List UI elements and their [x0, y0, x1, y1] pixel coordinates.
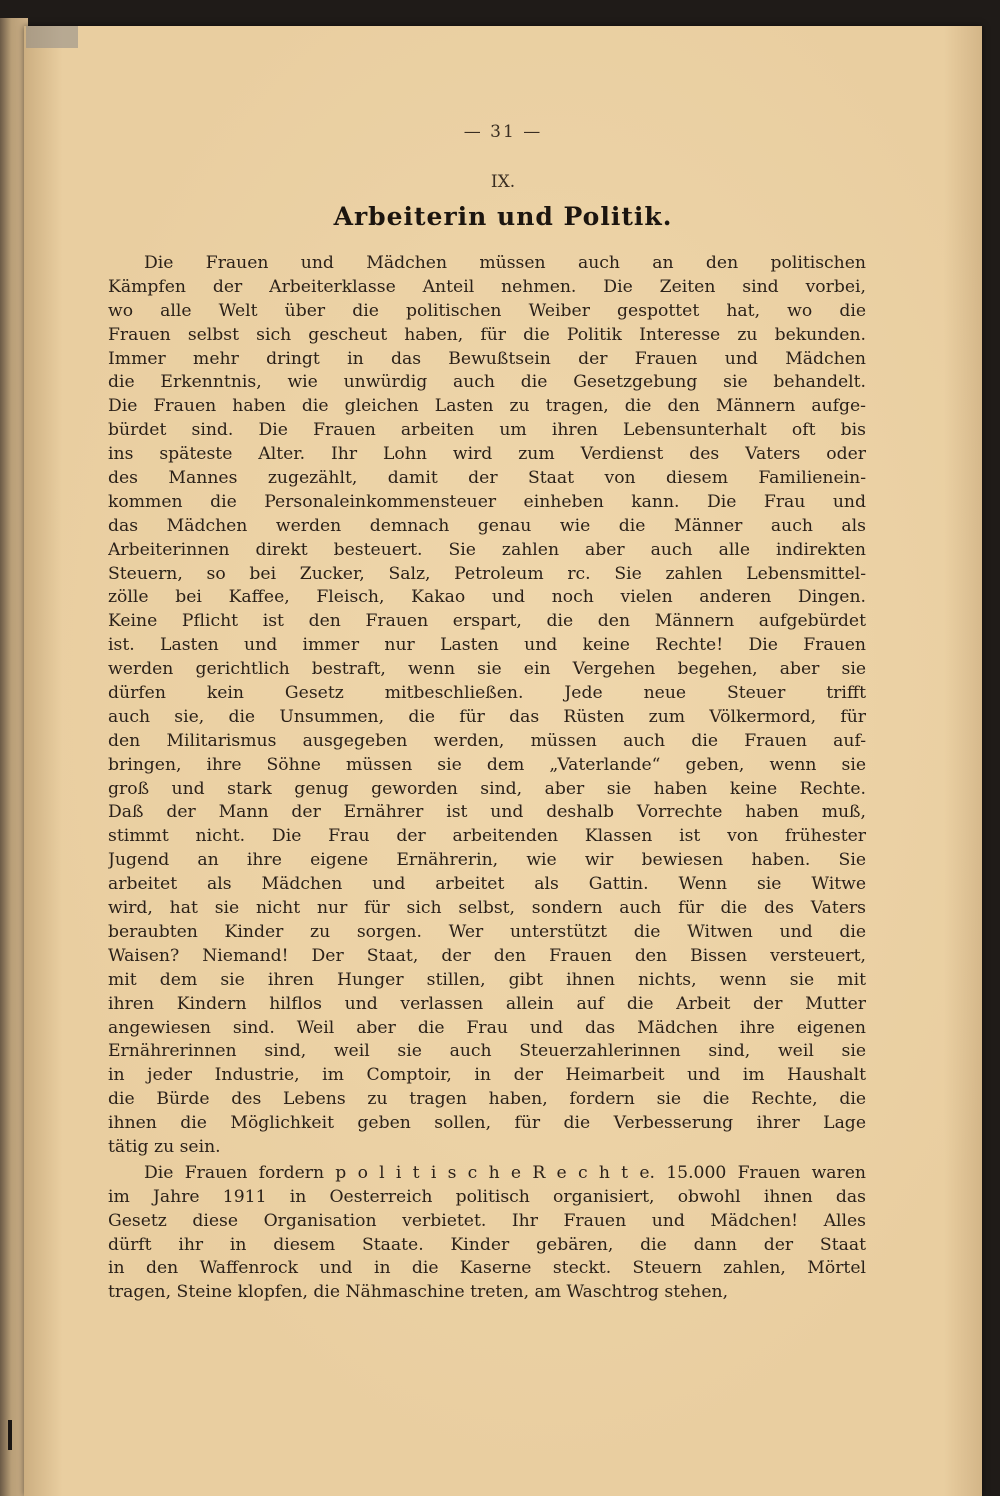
text-line: Waisen? Niemand! Der Staat, der den Frauen den Bissen versteuert,	[108, 945, 866, 966]
text-line: bringen, ihre Söhne müssen sie dem „Vaterlande“ geben, wenn sie	[108, 754, 866, 775]
text-line: den Militarismus ausgegeben werden, müssen auch die Frauen auf-	[108, 730, 866, 751]
text-line: Kämpfen der Arbeiterklasse Anteil nehmen. Die Zeiten sind vorbei,	[108, 276, 866, 297]
text-line: dürft ihr in diesem Staate. Kinder gebären, die dann der Staat	[108, 1234, 866, 1255]
text-line: des Mannes zugezählt, damit der Staat von diesem Familienein-	[108, 468, 866, 489]
text-line: in den Waffenrock und in die Kaserne steckt. Steuern zahlen, Mörtel	[108, 1258, 866, 1279]
text-line: Daß der Mann der Ernährer ist und deshalb Vorrechte haben muß,	[108, 802, 866, 823]
paragraph	[108, 252, 866, 1160]
text-line: ihren Kindern hilflos und verlassen allein auf die Arbeit der Mutter	[108, 993, 866, 1014]
paper-tear	[26, 26, 78, 48]
text-line: tätig zu sein.	[108, 1136, 221, 1157]
text-line: dürfen kein Gesetz mitbeschließen. Jede neue Steuer trifft	[108, 683, 866, 704]
text-line: ihnen die Möglichkeit geben sollen, für die Verbesserung ihrer Lage	[108, 1113, 866, 1134]
text-line: Jugend an ihre eigene Ernährerin, wie wir bewiesen haben. Sie	[108, 850, 866, 871]
text-line: kommen die Personaleinkommensteuer einheben kann. Die Frau und	[108, 491, 866, 512]
text-line: wo alle Welt über die politischen Weiber gespottet hat, wo die	[108, 300, 866, 321]
text-line: bürdet sind. Die Frauen arbeiten um ihren Lebensunterhalt oft bis	[108, 420, 866, 441]
text-line: Arbeiterinnen direkt besteuert. Sie zahlen aber auch alle indirekten	[108, 539, 866, 560]
text-line: Die Frauen haben die gleichen Lasten zu tragen, die den Männern aufge-	[108, 396, 866, 417]
text-line: werden gerichtlich bestraft, wenn sie ein Vergehen begehen, aber sie	[108, 659, 866, 680]
text-line: groß und stark genug geworden sind, aber sie haben keine Rechte.	[108, 778, 866, 799]
page-number: — 31 —	[463, 122, 543, 142]
text-line: die Erkenntnis, wie unwürdig auch die Gesetzgebung sie behandelt.	[108, 372, 866, 393]
binding-mark	[8, 1420, 12, 1450]
paragraph	[108, 1162, 866, 1305]
text-line: Immer mehr dringt in das Bewußtsein der Frauen und Mädchen	[108, 348, 866, 369]
text-line: arbeitet als Mädchen und arbeitet als Gattin. Wenn sie Witwe	[108, 874, 866, 895]
text-line: auch sie, die Unsummen, die für das Rüsten zum Völkermord, für	[108, 706, 866, 727]
text-line: Gesetz diese Organisation verbietet. Ihr Frauen und Mädchen! Alles	[108, 1210, 866, 1231]
text-line: im Jahre 1911 in Oesterreich politisch organisiert, obwohl ihnen das	[108, 1186, 866, 1207]
text-line: ist. Lasten und immer nur Lasten und keine Rechte! Die Frauen	[108, 635, 866, 656]
text-line: wird, hat sie nicht nur für sich selbst, sondern auch für die des Vaters	[108, 898, 866, 919]
text-line: die Bürde des Lebens zu tragen haben, fordern sie die Rechte, die	[108, 1089, 866, 1110]
text-line: ins späteste Alter. Ihr Lohn wird zum Verdienst des Vaters oder	[108, 444, 866, 465]
text-line: in jeder Industrie, im Comptoir, in der Heimarbeit und im Haushalt	[108, 1065, 866, 1086]
text-line: Frauen selbst sich gescheut haben, für die Politik Interesse zu bekunden.	[108, 324, 866, 345]
text-line: zölle bei Kaffee, Fleisch, Kakao und noch vielen anderen Dingen.	[108, 587, 866, 608]
text-line: Die Frauen und Mädchen müssen auch an den politischen	[144, 253, 866, 273]
book-page	[24, 26, 982, 1496]
text-line: Die Frauen fordern p o l i t i s c h e R e c h t e. 15.000 Frauen waren	[144, 1162, 866, 1183]
text-line: tragen, Steine klopfen, die Nähmaschine treten, am Waschtrog stehen,	[108, 1282, 729, 1303]
body-text	[108, 252, 866, 1305]
text-line: Keine Pflicht ist den Frauen erspart, die den Männern aufgebürdet	[108, 611, 866, 632]
text-line: angewiesen sind. Weil aber die Frau und das Mädchen ihre eigenen	[108, 1017, 866, 1038]
text-line: beraubten Kinder zu sorgen. Wer unterstützt die Witwen und die	[108, 921, 866, 942]
text-line: stimmt nicht. Die Frau der arbeitenden Klassen ist von frühester	[108, 826, 866, 847]
chapter-title: Arbeiterin und Politik.	[333, 202, 673, 231]
text-line: Steuern, so bei Zucker, Salz, Petroleum rc. Sie zahlen Lebensmittel-	[108, 563, 866, 584]
chapter-number: IX.	[490, 172, 516, 192]
text-line: Ernährerinnen sind, weil sie auch Steuerzahlerinnen sind, weil sie	[108, 1041, 866, 1062]
text-line: das Mädchen werden demnach genau wie die Männer auch als	[108, 515, 866, 536]
text-line: mit dem sie ihren Hunger stillen, gibt ihnen nichts, wenn sie mit	[108, 969, 866, 990]
